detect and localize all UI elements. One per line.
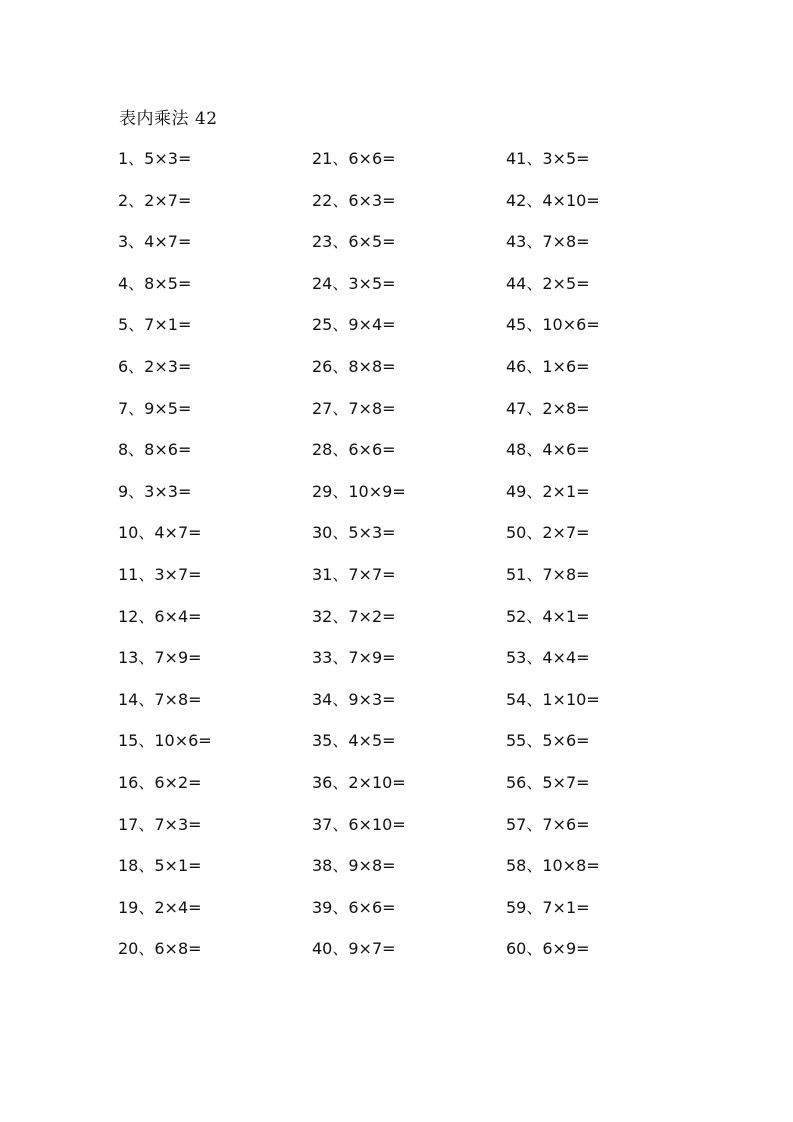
problem-item: 48、4×6= <box>506 440 590 460</box>
problem-item: 44、2×5= <box>506 273 590 293</box>
problem-item: 56、5×7= <box>506 772 590 792</box>
problem-item: 40、9×7= <box>312 939 396 959</box>
problem-item: 60、6×9= <box>506 939 590 959</box>
problem-item: 7、9×5= <box>118 398 192 418</box>
problem-item: 6、2×3= <box>118 356 192 376</box>
problem-column-2 <box>312 144 406 976</box>
problem-item: 8、8×6= <box>118 440 192 460</box>
problem-item: 11、3×7= <box>118 564 202 584</box>
problem-item: 20、6×8= <box>118 939 202 959</box>
problem-item: 47、2×8= <box>506 398 590 418</box>
problem-item: 27、7×8= <box>312 398 396 418</box>
problem-item: 31、7×7= <box>312 564 396 584</box>
problem-item: 21、6×6= <box>312 149 396 168</box>
problem-item: 1、5×3= <box>118 149 192 168</box>
problem-item: 32、7×2= <box>312 606 396 626</box>
problem-item: 25、9×4= <box>312 315 396 335</box>
problem-item: 35、4×5= <box>312 731 396 751</box>
worksheet-title: 表内乘法 42 <box>119 109 218 129</box>
problem-item: 16、6×2= <box>118 772 202 792</box>
problem-item: 12、6×4= <box>118 606 202 626</box>
problem-item: 59、7×1= <box>506 897 590 917</box>
problem-item: 37、6×10= <box>312 814 406 834</box>
problem-item: 53、4×4= <box>506 648 590 668</box>
problem-item: 36、2×10= <box>312 772 406 792</box>
problem-item: 46、1×6= <box>506 356 590 376</box>
problem-item: 57、7×6= <box>506 814 590 834</box>
problem-item: 13、7×9= <box>118 648 202 668</box>
problem-item: 51、7×8= <box>506 564 590 584</box>
problem-item: 39、6×6= <box>312 897 396 917</box>
problem-item: 41、3×5= <box>506 149 590 168</box>
problem-item: 17、7×3= <box>118 814 202 834</box>
problem-item: 18、5×1= <box>118 856 202 876</box>
problem-item: 29、10×9= <box>312 481 406 501</box>
problem-item: 50、2×7= <box>506 523 590 543</box>
problem-item: 54、1×10= <box>506 689 600 709</box>
problem-item: 58、10×8= <box>506 856 600 876</box>
problem-item: 5、7×1= <box>118 315 192 335</box>
problem-item: 10、4×7= <box>118 523 202 543</box>
problem-item: 26、8×8= <box>312 356 396 376</box>
problem-item: 23、6×5= <box>312 232 396 252</box>
problem-item: 4、8×5= <box>118 273 192 293</box>
problem-item: 22、6×3= <box>312 190 396 210</box>
problem-item: 9、3×3= <box>118 481 192 501</box>
problem-item: 28、6×6= <box>312 440 396 460</box>
problem-item: 49、2×1= <box>506 481 590 501</box>
problem-item: 3、4×7= <box>118 232 192 252</box>
problem-item: 15、10×6= <box>118 731 212 751</box>
problem-item: 42、4×10= <box>506 190 600 210</box>
problem-item: 30、5×3= <box>312 523 396 543</box>
problem-item: 43、7×8= <box>506 232 590 252</box>
problem-column-3 <box>506 144 600 976</box>
problem-item: 14、7×8= <box>118 689 202 709</box>
problem-item: 2、2×7= <box>118 190 192 210</box>
problem-item: 52、4×1= <box>506 606 590 626</box>
problem-item: 33、7×9= <box>312 648 396 668</box>
problem-item: 24、3×5= <box>312 273 396 293</box>
problem-item: 55、5×6= <box>506 731 590 751</box>
problem-item: 19、2×4= <box>118 897 202 917</box>
problem-item: 38、9×8= <box>312 856 396 876</box>
problem-item: 34、9×3= <box>312 689 396 709</box>
problem-item: 45、10×6= <box>506 315 600 335</box>
problem-column-1 <box>118 144 212 976</box>
